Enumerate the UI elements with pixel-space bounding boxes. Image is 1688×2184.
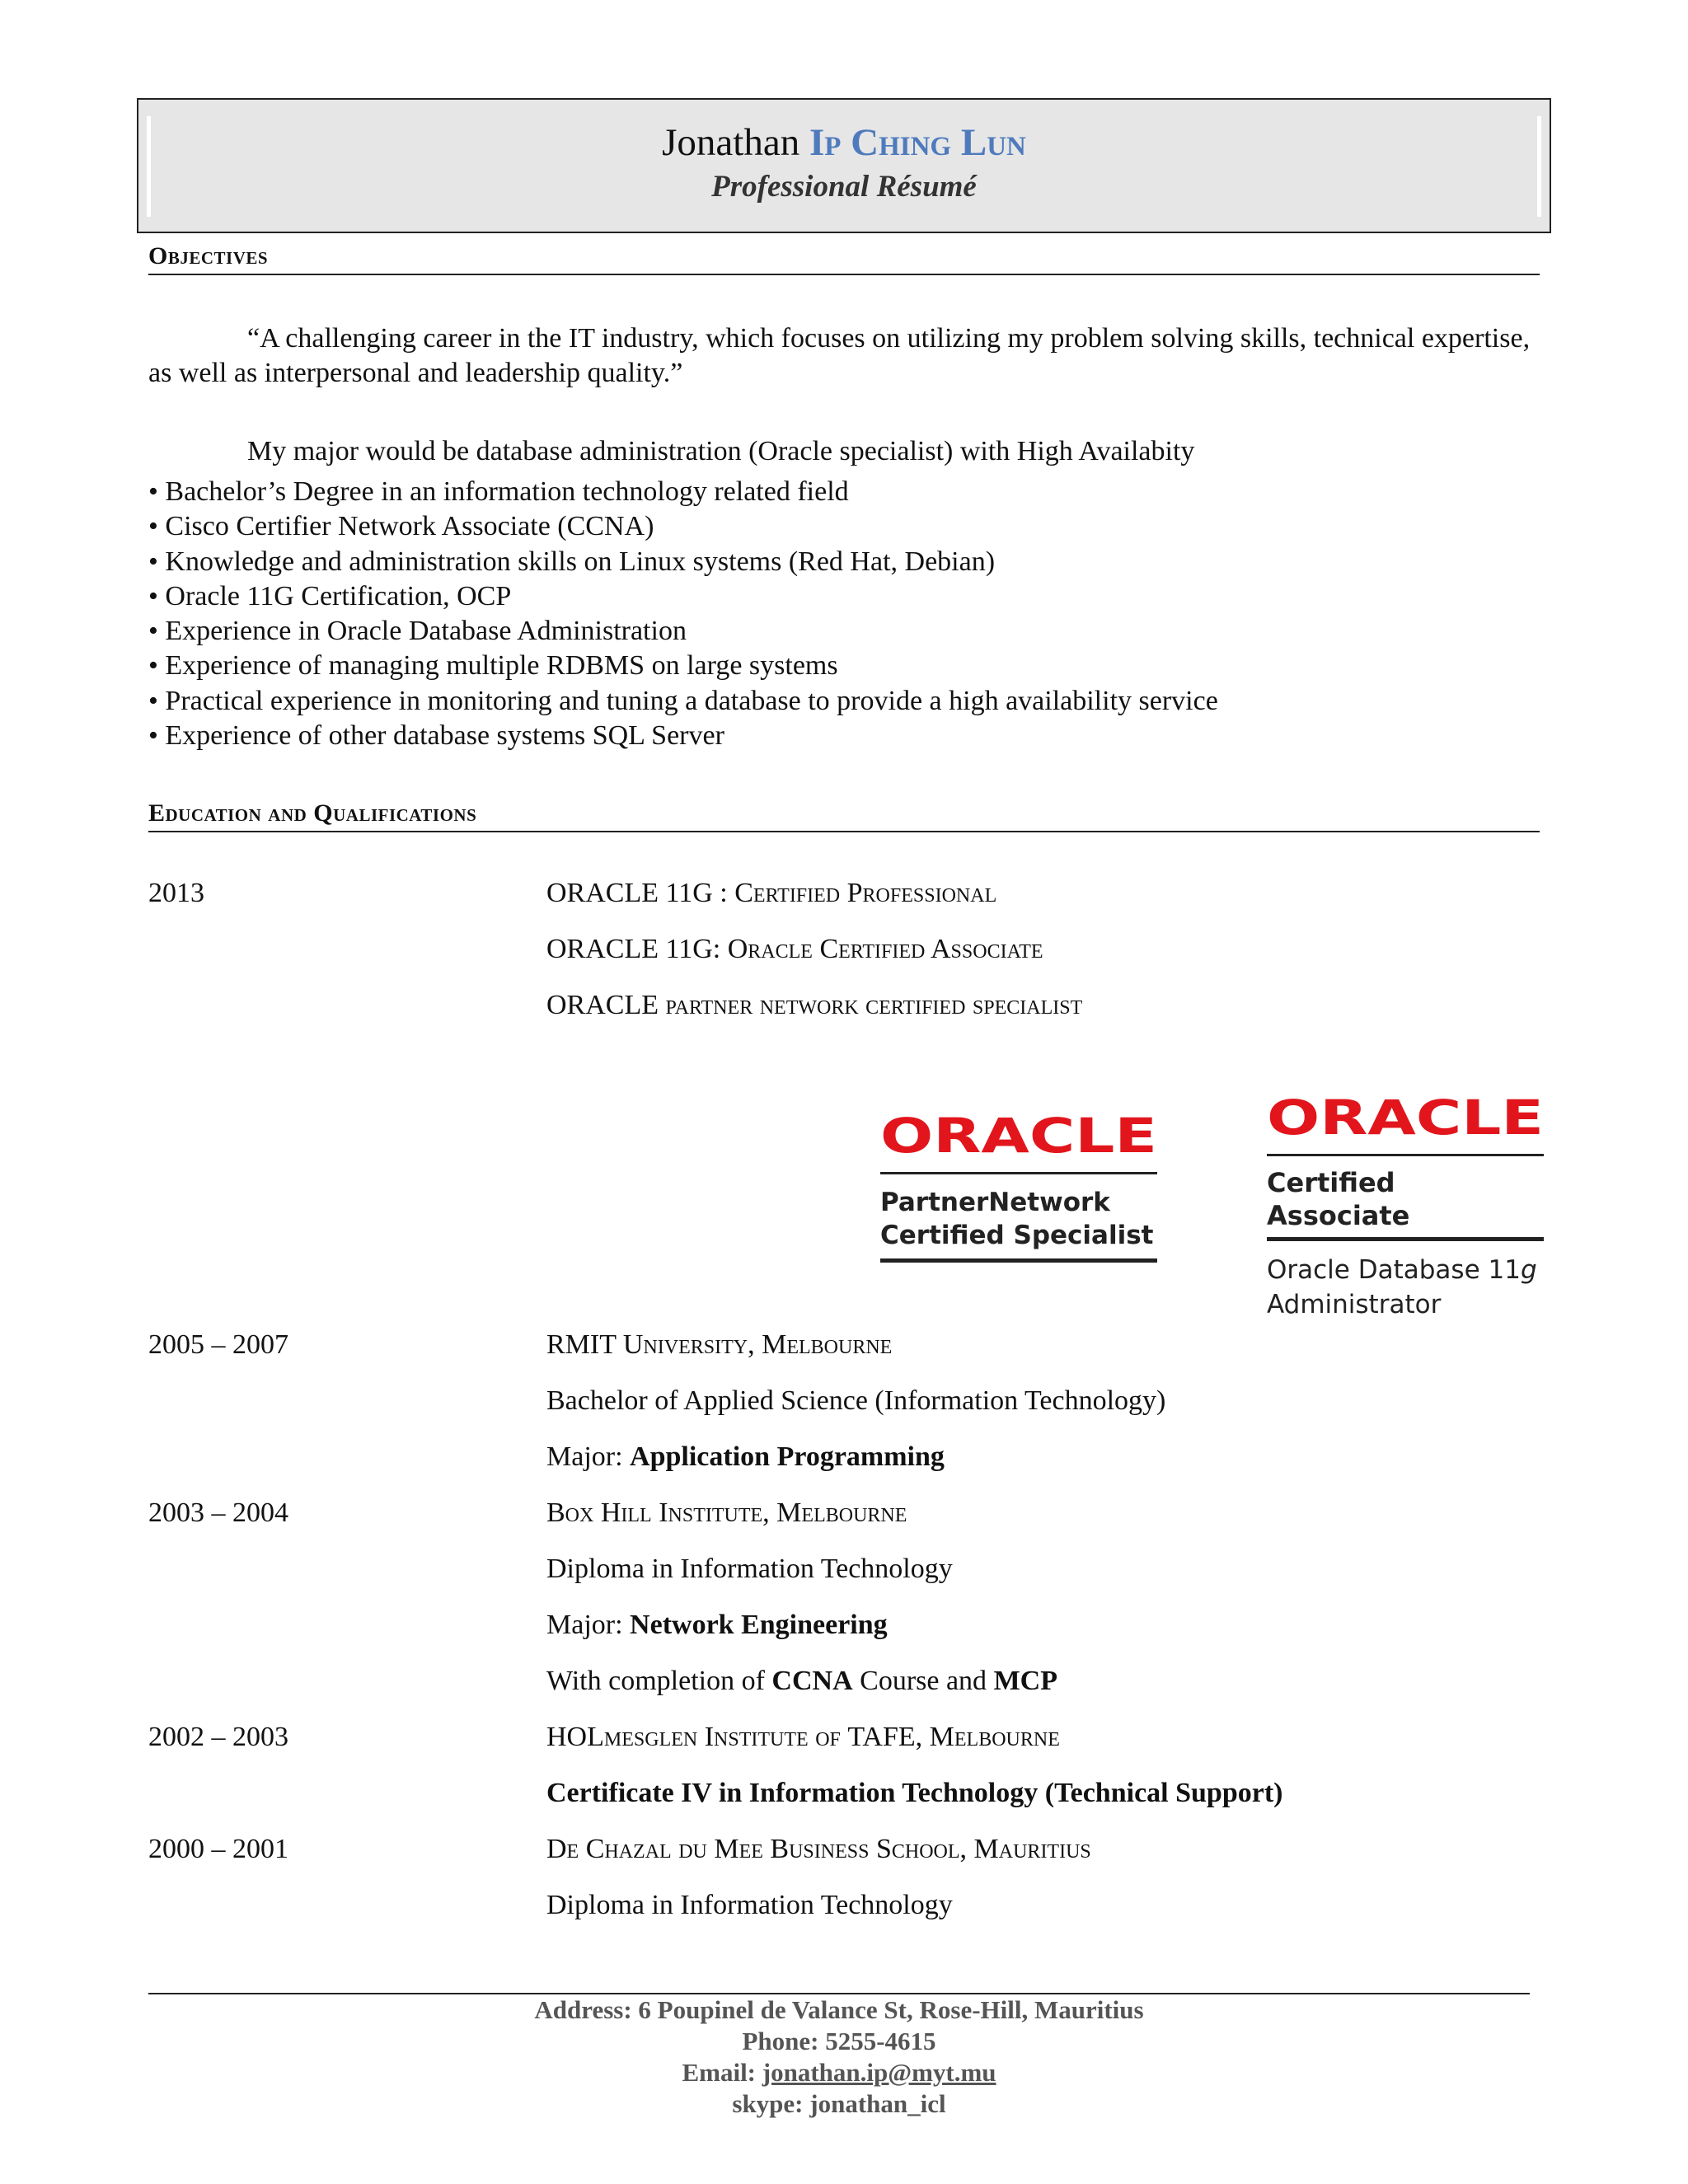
cert-suffix: Certified Professional xyxy=(734,878,997,908)
header-box xyxy=(137,98,1551,233)
candidate-name xyxy=(138,120,1550,166)
footer-email-line xyxy=(148,2057,1530,2088)
list-item: • Oracle 11G Certification, OCP xyxy=(148,579,1533,614)
surname: Ip Ching Lun xyxy=(809,121,1026,164)
completion-text: With completion of xyxy=(546,1666,772,1696)
holmesglen-suffix: , Melbourne xyxy=(915,1722,1060,1752)
partner-network-label: PartnerNetwork xyxy=(880,1188,1110,1217)
oracle-wordmark-text: ORACLE xyxy=(880,1113,1157,1159)
footer-phone: Phone: 5255-4615 xyxy=(742,2027,936,2055)
holmesglen-mid: mesglen Institute of xyxy=(603,1722,848,1752)
oracle-partner-logo xyxy=(880,1113,1157,1263)
logo-mid-rule xyxy=(1267,1237,1544,1241)
list-item: • Practical experience in monitoring and tuning a database to provide a high availability service xyxy=(148,684,1533,719)
boxhill-diploma: Diploma in Information Technology xyxy=(546,1554,953,1584)
boxhill-major xyxy=(546,1610,888,1641)
edu-date-dechazal: 2000 – 2001 xyxy=(148,1834,288,1864)
major-label: Major: xyxy=(546,1441,631,1472)
rmit-institution xyxy=(546,1329,892,1361)
database-label-text: Oracle Database 11 xyxy=(1267,1255,1521,1285)
objective-quote: “A challenging career in the IT industry, which focuses on utilizing my problem solving skills, technical expertise, as well as interpersonal and leadership quality.” xyxy=(148,323,1531,388)
list-item: • Experience in Oracle Database Administration xyxy=(148,614,1533,649)
logo-divider xyxy=(1267,1154,1544,1156)
edu-date-holmesglen: 2002 – 2003 xyxy=(148,1722,288,1752)
mcp-label: MCP xyxy=(993,1666,1057,1696)
ccna-label: CCNA xyxy=(771,1666,853,1696)
boxhill-completion xyxy=(546,1666,1057,1697)
dechazal-institution: De Chazal du Mee Business School, Mauritius xyxy=(546,1834,1091,1864)
contact-footer xyxy=(148,1994,1530,2120)
footer-skype: skype: jonathan_icl xyxy=(732,2089,946,2118)
objectives-heading: Objectives xyxy=(148,242,1540,275)
major-value: Network Engineering xyxy=(630,1610,888,1640)
rmit-major xyxy=(546,1441,945,1473)
boxhill-institution: Box Hill Institute, Melbourne xyxy=(546,1497,907,1528)
certified-specialist-label: Certified Specialist xyxy=(880,1221,1154,1250)
footer-address: Address: 6 Poupinel de Valance St, Rose-Hill, Mauritius xyxy=(534,1995,1144,2024)
list-item: • Cisco Certifier Network Associate (CCNA) xyxy=(148,509,1533,544)
certified-associate-label: Certified Associate xyxy=(1267,1167,1410,1231)
cert-suffix: partner network certified specialist xyxy=(665,990,1083,1020)
rmit-degree: Bachelor of Applied Science (Information Technology) xyxy=(546,1385,1166,1416)
resume-subtitle: Professional Résumé xyxy=(711,170,977,204)
major-label: Major: xyxy=(546,1610,631,1640)
oracle-wordmark-text: ORACLE xyxy=(1267,1094,1544,1141)
holmesglen-prefix: HOL xyxy=(546,1722,604,1752)
oracle-cert-professional xyxy=(546,878,996,909)
database-version-suffix: g xyxy=(1520,1255,1537,1285)
dechazal-diploma: Diploma in Information Technology xyxy=(546,1890,953,1920)
oracle-database-label xyxy=(1267,1253,1544,1287)
edu-date-oracle: 2013 xyxy=(148,878,204,908)
major-value: Application Programming xyxy=(630,1441,945,1472)
email-link[interactable]: jonathan.ip@myt.mu xyxy=(762,2058,996,2087)
holmesglen-institution xyxy=(546,1722,1060,1753)
list-item: • Bachelor’s Degree in an information technology related field xyxy=(148,475,1533,509)
logo-divider xyxy=(880,1172,1157,1174)
oracle-wordmark xyxy=(1267,1094,1544,1141)
list-item: • Experience of other database systems SQL Server xyxy=(148,719,1533,753)
oracle-associate-logo xyxy=(1267,1094,1544,1322)
cert-prefix: ORACLE 11G: xyxy=(546,934,728,964)
holmesglen-tafe: TAFE xyxy=(847,1722,916,1752)
edu-date-rmit: 2005 – 2007 xyxy=(148,1329,288,1360)
oracle-cert-partner xyxy=(546,990,1082,1021)
objective-major: My major would be database administration (Oracle specialist) with High Availabity xyxy=(247,436,1195,466)
email-label: Email: xyxy=(682,2058,762,2087)
list-item: • Experience of managing multiple RDBMS on large systems xyxy=(148,649,1533,683)
rmit-prefix: RMIT xyxy=(546,1329,623,1360)
completion-text: Course and xyxy=(852,1666,994,1696)
education-heading: Education and Qualifications xyxy=(148,799,1540,832)
edu-date-boxhill: 2003 – 2004 xyxy=(148,1497,288,1528)
logo-bottom-rule xyxy=(880,1258,1157,1263)
oracle-cert-associate xyxy=(546,934,1043,965)
administrator-label: Administrator xyxy=(1267,1290,1442,1319)
first-name: Jonathan xyxy=(662,121,800,164)
rmit-suffix: University, Melbourne xyxy=(622,1329,893,1360)
cert-suffix: Oracle Certified Associate xyxy=(727,934,1043,964)
holmesglen-certificate: Certificate IV in Information Technology (Technical Support) xyxy=(546,1778,1283,1808)
list-item: • Knowledge and administration skills on Linux systems (Red Hat, Debian) xyxy=(148,545,1533,579)
cert-prefix: ORACLE xyxy=(546,990,666,1020)
objectives-bullet-list xyxy=(148,475,1533,753)
cert-prefix: ORACLE 11G : xyxy=(546,878,735,908)
oracle-wordmark xyxy=(880,1113,1157,1159)
